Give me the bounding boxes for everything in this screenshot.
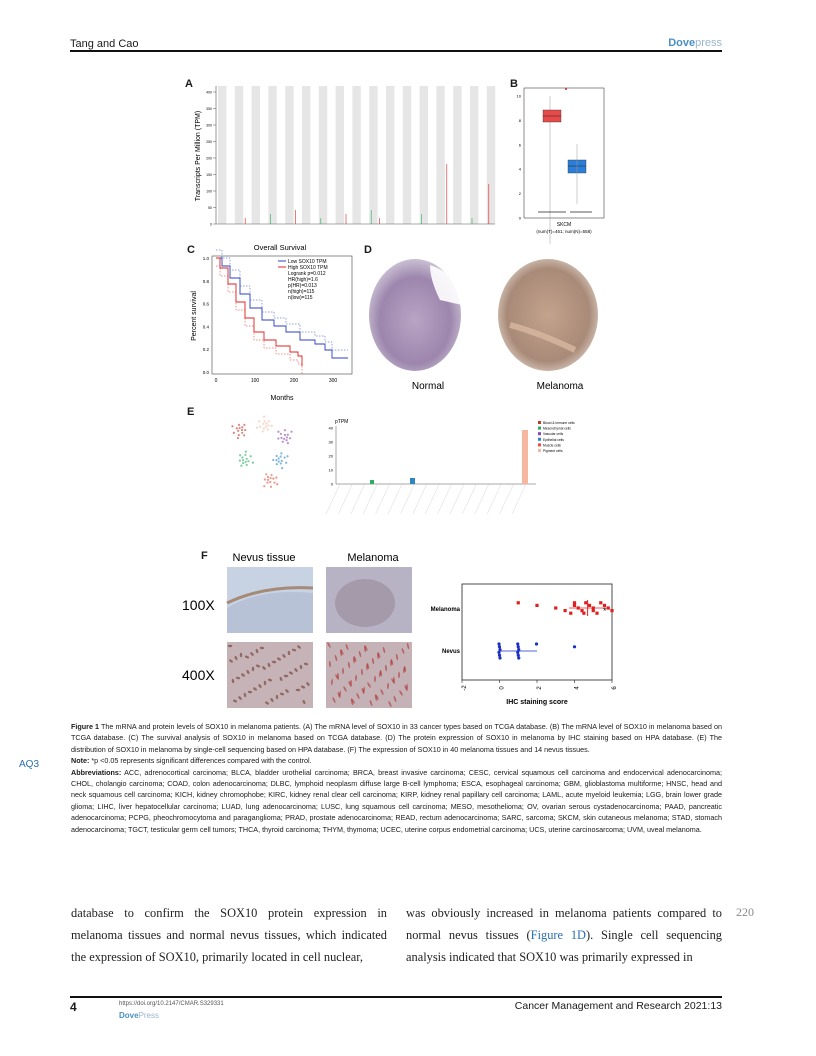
umap-dot [289, 437, 291, 439]
umap-dot [281, 460, 283, 462]
e-legend-swatch [538, 427, 541, 430]
panel-a-label: A [185, 78, 193, 90]
e-xtick [450, 484, 464, 514]
panel-a-ylabel: Transcripts Per Million (TPM) [195, 110, 202, 202]
umap-dot [264, 420, 266, 422]
author-query-tag[interactable]: AQ3 [19, 759, 40, 770]
a-stripe [470, 86, 478, 224]
panel-e-label: E [187, 406, 195, 418]
figure-1d-link[interactable]: Figure 1D [530, 928, 586, 942]
f-xtick-label: -2 [462, 685, 468, 691]
umap-dot [265, 473, 267, 475]
a-stripe [268, 86, 276, 224]
e-ytick-label: 0 [330, 481, 333, 487]
e-legend-label: Vascular cells [543, 432, 564, 437]
a-ytick-label: 150 [206, 173, 212, 177]
a-stripe [436, 86, 444, 224]
f-melanoma-point [569, 612, 572, 615]
umap-dot [246, 458, 248, 460]
umap-dot [283, 438, 285, 440]
nucleus [374, 676, 376, 682]
f-xtick-label: 2 [537, 686, 543, 690]
f-melanoma-point [592, 609, 595, 612]
umap-dot [259, 426, 261, 428]
e-xtick [326, 481, 340, 514]
c-ytick-label: 0.6 [202, 301, 209, 307]
f-melanoma-point [595, 612, 598, 615]
panel-b-xlabel: SKCM [556, 222, 572, 228]
journal-brand[interactable] [668, 37, 722, 49]
b-ytick-label: 4 [518, 166, 521, 172]
melanoma-tissue-core [498, 259, 598, 371]
f-group-nevus: Nevus [441, 649, 460, 655]
umap-dot [263, 427, 265, 429]
umap-dot [265, 422, 267, 424]
a-ytick-label: 200 [206, 156, 212, 161]
e-xtick [487, 484, 501, 514]
umap-dot [263, 416, 265, 418]
umap-dot [252, 462, 254, 464]
c-xtick-label: 100 [250, 378, 260, 384]
a-stripe [386, 86, 394, 224]
fig-label: Figure 1 [71, 722, 100, 731]
umap-dot [278, 460, 280, 462]
umap-dot [241, 429, 243, 431]
panel-f-chart [420, 580, 620, 710]
umap-dot [277, 431, 279, 433]
c-ytick-label: 0.4 [202, 324, 209, 330]
a-stripe [252, 86, 260, 224]
f-melanoma-point [599, 601, 602, 604]
e-bar-pigment [522, 430, 528, 484]
e-bar [370, 480, 374, 484]
f-melanoma-point [584, 601, 587, 604]
f-melanoma-point [517, 601, 520, 604]
umap-dot [267, 428, 269, 430]
stat-logrank: Logrank p=0.012 [288, 271, 326, 277]
line-number: 220 [736, 905, 754, 919]
umap-dot [268, 420, 270, 422]
journal-citation: Cancer Management and Research 2021:13 [514, 1000, 722, 1012]
a-ytick-label: 400 [206, 90, 212, 95]
umap-dot [280, 452, 282, 454]
umap-dot [280, 433, 282, 435]
f-nevus-point [498, 656, 501, 659]
umap-dot [284, 434, 286, 436]
stat-phr: p(HR)=0.013 [288, 283, 317, 289]
label-normal: Normal [411, 381, 445, 392]
umap-dot [250, 455, 252, 457]
e-bar [410, 478, 415, 484]
panel-f-frame [462, 584, 612, 680]
umap-dot [236, 427, 238, 429]
e-xtick [475, 484, 489, 514]
f-row-400x: 400X [182, 667, 215, 683]
umap-dot [285, 439, 287, 441]
abbr-text: ACC, adrenocortical carcinoma; BLCA, bladder urothelial carcinoma; BRCA, breast invasive carcinoma; CESC, cervical squamous cell carcinoma and endocervical adenocarcinoma; CHOL, cholangio carcinoma; COAD, colon adenocarcinoma; DLBC, lymphoid neoplasm diffuse large B-cell lymphoma; ESCA, esophageal carcinoma; GBM, glioblastoma multiforme; HNSC, head and neck squamous cell carcinoma; KICH, kidney chromophobe; KIRC, kidney renal clear cell carcinoma; KIRP, kidney renal papillary cell carcinoma; LAML, acute myeloid leukemia; LGG, brain lower grade glioma; LIHC, liver hepatocellular carcinoma; LUAD, lung adenocarcinoma; LUSC, lung squamous cell carcinoma; MESO, mesothelioma; OV, ovarian serous cystadenocarcinoma; PAAD, pancreatic adenocarcinoma; PCPG, pheochromocytoma and paraganglioma; PRAD, prostate adenocarcinoma; READ, rectum adenocarcinoma; SARC, sarcoma; SKCM, skin cutaneous melanoma; STAD, stomach adenocarcinoma; TGCT, testicular germ cell tumors; THCA, thyroid carcinoma; THYM, thymoma; UCEC, uterine corpus endometrial carcinoma; UCS, uterine carcinosarcoma; UVM, uveal melanoma. [71, 767, 722, 834]
a-stripe [420, 86, 428, 224]
e-ytick-label: 30 [328, 439, 333, 445]
e-legend-swatch [538, 432, 541, 435]
panel-a-stripes [218, 86, 495, 224]
c-ytick-label: 0.8 [202, 278, 209, 284]
e-xtick [413, 484, 427, 514]
umap-dot [244, 454, 246, 456]
panel-b-label: B [510, 78, 518, 90]
umap-dot [267, 476, 269, 478]
umap-dot [246, 464, 248, 466]
umap-dot [267, 479, 269, 481]
e-xtick [462, 484, 476, 514]
panel-a-chart [190, 84, 500, 244]
label-melanoma: Melanoma [536, 381, 584, 392]
umap-dot [266, 482, 268, 484]
umap-dot [245, 451, 247, 453]
f-xlabel: IHC staining score [506, 699, 568, 706]
umap-dot [286, 455, 288, 457]
e-xtick [400, 484, 414, 514]
abbr-label: Abbreviations: [71, 767, 122, 777]
umap-dot [272, 459, 274, 461]
umap-dot [233, 432, 235, 434]
umap-dot [237, 430, 239, 432]
umap-dot [280, 437, 282, 439]
e-xtick [363, 484, 377, 514]
a-ytick-label: 350 [206, 107, 212, 111]
e-xtick [500, 484, 514, 514]
panel-a-expression-traces [245, 164, 489, 224]
b-ytick-label: 2 [518, 191, 521, 197]
umap-dot [278, 457, 280, 459]
umap-dot [282, 441, 284, 443]
footer-rule [70, 996, 722, 998]
f-melanoma-point [607, 606, 610, 609]
e-legend-swatch [538, 449, 541, 452]
umap-dot [287, 442, 289, 444]
panel-f-images [180, 548, 420, 718]
a-stripe [218, 86, 226, 224]
panel-c-legend [278, 259, 328, 301]
panel-e-legend [538, 421, 575, 453]
umap-dot [242, 459, 244, 461]
f-melanoma-point [610, 609, 613, 612]
umap-dot [242, 462, 244, 464]
note-text: *p <0.05 represents significant differences compared with the control. [91, 756, 312, 766]
a-ytick-label: 100 [206, 189, 212, 194]
umap-dot [239, 460, 241, 462]
umap-dot [245, 461, 247, 463]
c-ytick-label: 0.2 [202, 347, 209, 353]
a-ytick-label: 50 [208, 206, 212, 210]
b-ytick-label: 6 [518, 142, 521, 148]
e-legend-label: Mesenchymal cells [543, 426, 571, 431]
a-stripe [487, 86, 495, 224]
e-legend-label: Epithelial cells [543, 437, 564, 442]
footer-brand-press: Press [138, 1011, 160, 1020]
umap-dot [243, 434, 245, 436]
umap-dot [238, 424, 240, 426]
f-xtick-label: 4 [574, 686, 581, 690]
umap-dot [280, 462, 282, 464]
nucleus [390, 660, 392, 666]
footer-brand[interactable] [119, 1011, 159, 1020]
nucleus [342, 668, 344, 674]
e-legend-swatch [538, 421, 541, 424]
c-ytick-label: 1.0 [202, 256, 209, 261]
brand-dove: Dove [668, 37, 696, 49]
umap-dot [281, 467, 283, 469]
footer-brand-dove: Dove [119, 1011, 139, 1020]
b-ytick-label: 0 [518, 215, 521, 221]
f-group-melanoma: Melanoma [430, 607, 460, 613]
panel-c-frame [212, 256, 352, 374]
a-stripe [235, 86, 243, 224]
umap-dot [262, 430, 264, 432]
umap-dot [239, 454, 241, 456]
e-legend-label: Blood & immune cells [543, 421, 575, 425]
f-xtick-label: 0 [499, 686, 506, 690]
f-nevus-point [535, 642, 538, 645]
f-melanoma-point [564, 609, 567, 612]
f-nevus-point [573, 645, 576, 648]
umap-dot [256, 427, 258, 429]
umap-dot [247, 460, 249, 462]
caption-text: The mRNA and protein levels of SOX10 in melanoma patients. (A) The mRNA level of SOX10 in 33 cancer types based on TCGA database. (B) The mRNA level of SOX10 in melanoma based on TCGA database. (C) The survival analysis of SOX10 in melanoma based on TCGA database. (D) The protein expression of SOX10 in melanoma by IHC staining based on HPA database. (E) The distribution of SOX10 in melanoma by single-cell sequencing based on HPA database. (F) The expression of SOX10 in 40 melanoma tissues and 14 nevus tissues. [71, 722, 722, 754]
umap-dot [231, 425, 233, 427]
umap-dot [280, 455, 282, 457]
brand-press: press [695, 37, 722, 49]
e-legend-label: Muscle cells [543, 443, 561, 448]
e-xtick [512, 484, 526, 514]
c-xtick-label: 0 [214, 378, 218, 384]
stat-hr: HR(high)=1.6 [288, 277, 318, 283]
figure-caption [71, 721, 722, 835]
b-outlier [565, 88, 567, 90]
panel-f-label: F [201, 550, 208, 562]
doi-link[interactable]: https://doi.org/10.2147/CMAR.S329331 [119, 1001, 224, 1007]
header-rule [70, 50, 722, 52]
umap-dot [241, 432, 243, 434]
panel-b-frame [524, 88, 604, 218]
umap-dot [290, 431, 292, 433]
umap-dot [244, 429, 246, 431]
legend-low: Low SOX10 TPM [288, 259, 327, 265]
e-xtick [338, 484, 352, 514]
panel-c-ylabel: Percent survival [191, 291, 198, 341]
umap-dot [275, 476, 277, 478]
b-ytick-label: 8 [518, 117, 521, 123]
panel-b-xlabel2: (num(T)=461; num(N)=558) [536, 229, 592, 234]
f-col-melanoma: Melanoma [347, 552, 399, 564]
umap-dot [243, 424, 245, 426]
e-ytick-label: 10 [328, 467, 333, 473]
caption-note [71, 755, 722, 766]
stat-nlow: n(low)=115 [288, 295, 313, 301]
umap-dot [284, 429, 286, 431]
a-ytick-label: 300 [206, 123, 212, 128]
f-melanoma-point [582, 612, 585, 615]
umap-dot [276, 483, 278, 485]
panel-e-ylabel: pTPM [335, 419, 349, 425]
f-melanoma-point [554, 606, 557, 609]
panel-d-images [370, 255, 610, 395]
e-legend-swatch [538, 438, 541, 441]
a-stripe [336, 86, 344, 224]
a-stripe [403, 86, 411, 224]
a-stripe [319, 86, 327, 224]
umap-dot [276, 455, 278, 457]
umap-dot [267, 424, 269, 426]
umap-dot [270, 474, 272, 476]
e-xtick [376, 484, 390, 514]
umap-dot [238, 434, 240, 436]
umap-dot [263, 485, 265, 487]
umap-dot [241, 456, 243, 458]
umap-dot [273, 481, 275, 483]
f-nevus-point [498, 654, 501, 657]
f-xtick-label: 6 [612, 686, 618, 690]
panel-c-chart [190, 244, 360, 404]
f-melanoma-point [573, 604, 576, 607]
umap-dot [240, 465, 242, 467]
a-ytick-label: 250 [206, 140, 212, 144]
umap-dot [258, 420, 260, 422]
umap-dot [238, 427, 240, 429]
panel-c-title: Overall Survival [253, 243, 307, 252]
panel-b-chart [508, 84, 608, 236]
panel-c-xlabel: Months [270, 395, 294, 402]
e-xtick [425, 484, 439, 514]
panel-c-label: C [187, 244, 195, 256]
body-left-column: database to confirm the SOX10 protein expression in melanoma tissues and normal nevus tissues, which indicated the expression of SOX10, primarily located in cell nuclear, [71, 906, 387, 964]
e-xtick [438, 484, 452, 514]
a-stripe [302, 86, 310, 224]
e-legend-swatch [538, 443, 541, 446]
panel-d-label: D [364, 244, 372, 256]
umap-dot [265, 426, 267, 428]
panel-e-chart [300, 414, 575, 544]
e-ytick-label: 40 [328, 425, 333, 431]
umap-dot [276, 463, 278, 465]
umap-dot [287, 434, 289, 436]
e-ytick-label: 20 [328, 453, 333, 459]
umap-dot [275, 459, 277, 461]
umap-dot [284, 456, 286, 458]
f-significance-star: * [603, 606, 607, 616]
c-curve-low [216, 258, 348, 358]
umap-dot [269, 477, 271, 479]
caption-main [71, 721, 722, 755]
umap-dot [241, 426, 243, 428]
a-stripe [352, 86, 360, 224]
e-xtick [388, 484, 402, 514]
body-right-text1: was obviously increased in melanoma patients compared to normal nevus tissues ( [406, 906, 722, 942]
caption-abbr [71, 767, 722, 835]
umap-dot [277, 437, 279, 439]
e-xtick [351, 484, 365, 514]
a-stripe [369, 86, 377, 224]
nucleus [228, 645, 232, 647]
f-melanoma-point [535, 604, 538, 607]
f-row-100x: 100X [182, 597, 215, 613]
c-xtick-label: 300 [328, 378, 338, 384]
c-xtick-label: 200 [289, 378, 299, 384]
e-legend-label: Pigment cells [543, 449, 563, 453]
umap-dot [271, 425, 273, 427]
b-ytick-label: 10 [516, 93, 521, 99]
a-stripe [285, 86, 293, 224]
umap-dot [272, 478, 274, 480]
stat-nhigh: n(high)=115 [288, 289, 315, 295]
nucleus [366, 664, 368, 670]
a-stripe [453, 86, 461, 224]
body-right-column [406, 902, 722, 968]
umap-dot [264, 478, 266, 480]
umap-dot [286, 436, 288, 438]
note-label: Note: [71, 756, 90, 766]
c-ytick-label: 0.0 [202, 370, 209, 375]
umap-dot [269, 481, 271, 483]
page-number: 4 [70, 1000, 77, 1014]
umap-dot [237, 437, 239, 439]
f-melanoma-point [588, 604, 591, 607]
body-right-text2: ). Single cell sequencing analysis indicated that SOX10 was primarily expressed in [406, 928, 722, 964]
f-nevus-point [498, 645, 501, 648]
running-header-authors: Tang and Cao [70, 38, 139, 50]
f-nevus-point [497, 642, 500, 645]
nucleus [398, 672, 400, 678]
legend-high: High SOX10 TPM [288, 265, 328, 271]
umap-dot [262, 423, 264, 425]
umap-dot [270, 486, 272, 488]
a-ytick-label: 0 [210, 222, 212, 227]
f-col-nevus: Nevus tissue [232, 552, 296, 564]
umap-dot [285, 462, 287, 464]
